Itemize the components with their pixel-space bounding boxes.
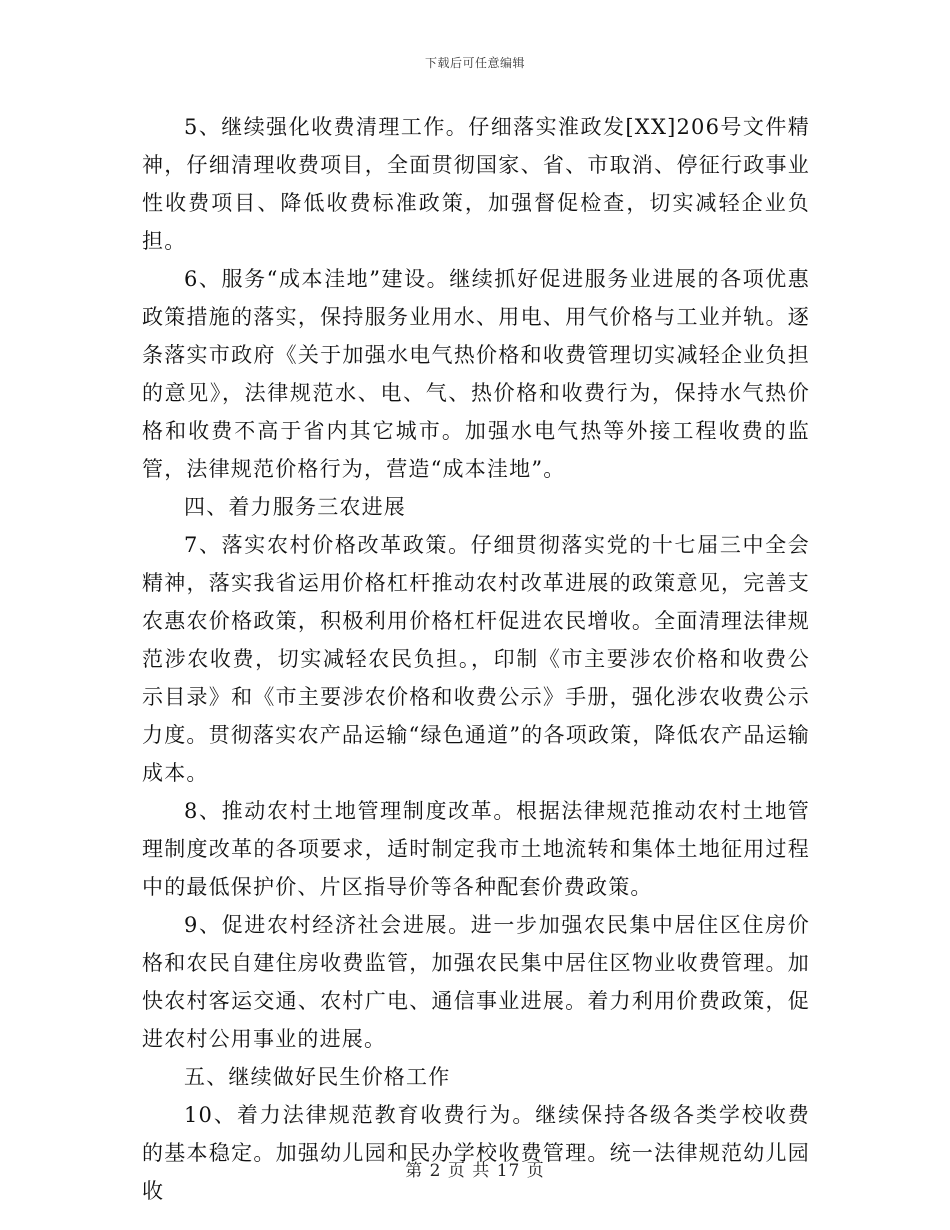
paragraph-item-10: 10、着力法律规范教育收费行为。继续保持各级各类学校收费的基本稳定。加强幼儿园和民办学校收费管理。统一法律规范幼儿园收 [142, 1103, 810, 1203]
paragraph-item-5: 5、继续强化收费清理工作。仔细落实淮政发[XX]206号文件精神，仔细清理收费项目，全面贯彻国家、省、市取消、停征行政事业性收费项目、降低收费标准政策，加强督促检查，切实减轻企业负担。 [142, 115, 810, 253]
page-number-footer: 第 2 页 共 17 页 [405, 1161, 545, 1181]
section-heading-4: 四、着力服务三农进展 [184, 495, 406, 519]
paragraph-item-7: 7、落实农村价格改革政策。仔细贯彻落实党的十七届三中全会精神，落实我省运用价格杠杆推动农村改革进展的政策意见，完善支农惠农价格政策，积极利用价格杠杆促进农民增收。全面清理法律规范涉农收费，切实减轻农民负担。，印制《市主要涉农价格和收费公示目录》和《市主要涉农价格和收费公示》手册，强化涉农收费公示力度。贯彻落实农产品运输“绿色通道”的各项政策，降低农产品运输成本。 [142, 533, 810, 785]
paragraph-item-9: 9、促进农村经济社会进展。进一步加强农民集中居住区住房价格和农民自建住房收费监管，加强农民集中居住区物业收费管理。加快农村客运交通、农村广电、通信事业进展。着力利用价费政策，促进农村公用事业的进展。 [142, 913, 810, 1051]
document-body [142, 108, 810, 1210]
page-header-note: 下载后可任意编辑 [424, 56, 525, 70]
paragraph-item-6: 6、服务“成本洼地”建设。继续抓好促进服务业进展的各项优惠政策措施的落实，保持服务业用水、用电、用气价格与工业并轨。逐条落实市政府《关于加强水电气热价格和收费管理切实减轻企业负担的意见》，法律规范水、电、气、热价格和收费行为，保持水气热价格和收费不高于省内其它城市。加强水电气热等外接工程收费的监管，法律规范价格行为，营造“成本洼地”。 [142, 267, 810, 481]
section-heading-5: 五、继续做好民生价格工作 [184, 1065, 451, 1089]
paragraph-item-8: 8、推动农村土地管理制度改革。根据法律规范推动农村土地管理制度改革的各项要求，适时制定我市土地流转和集体土地征用过程中的最低保护价、片区指导价等各种配套价费政策。 [142, 799, 810, 899]
